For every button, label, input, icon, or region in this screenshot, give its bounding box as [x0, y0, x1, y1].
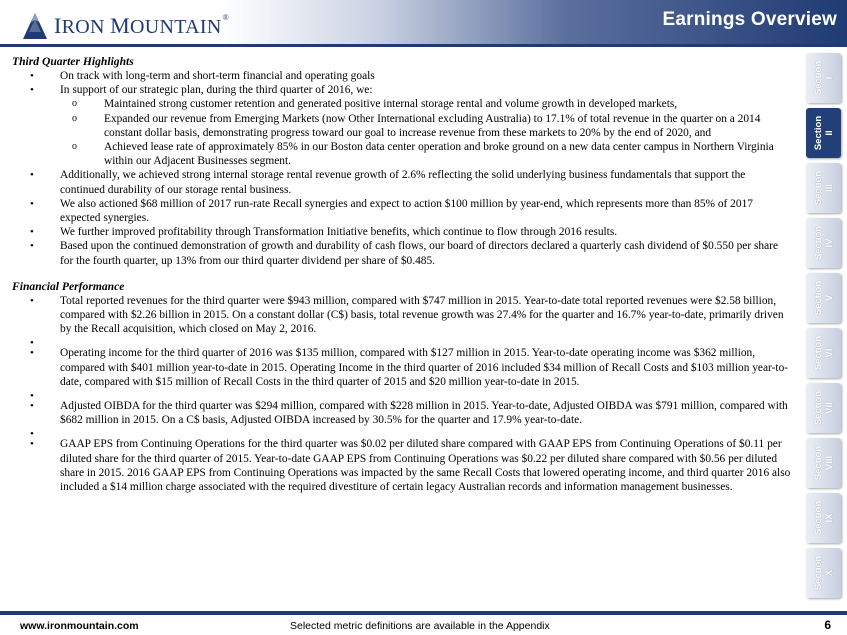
section-tab-label: Section VIII	[812, 445, 835, 481]
section-tab-vi[interactable]	[806, 328, 841, 378]
list-item-text: In support of our strategic plan, during the third quarter of 2016, we:	[60, 84, 373, 97]
page-number: 6	[824, 618, 831, 632]
list-item: • GAAP EPS from Continuing Operations for the third quarter was $0.02 per diluted share compared with GAAP EPS from Continuing Operations of $0.11 per diluted share for the third quarter of 2015. Year-to-date GAAP EPS from Continuing Operations was $0.22 per diluted share compared with $0.56 per diluted share in 2015. 2016 GAAP EPS from Continuing Operations was impacted by the same Recall Costs that lowered operating income, and third quarter 2016 also included a $14 million charge associated with the required divestiture of certain legacy Australian records and information management businesses.	[12, 437, 792, 494]
header-divider	[0, 44, 847, 47]
section-tab-iii[interactable]	[806, 163, 841, 213]
sub-list	[60, 97, 792, 168]
footer-url[interactable]: www.ironmountain.com	[20, 620, 139, 632]
slide-footer	[0, 618, 847, 635]
section-tab-label: Section VII	[812, 390, 835, 426]
sub-list-item: o Maintained strong customer retention and generated positive internal storage rental and volume growth in developed markets,	[60, 97, 792, 111]
section-tab-label: Section V	[812, 280, 835, 316]
slide-header	[0, 0, 847, 50]
mountain-logo-icon	[22, 12, 48, 40]
list-item: • Additionally, we achieved strong internal storage rental revenue growth of 2.6% reflecting the solid underlying business fundamentals that support the continued durability of our storage rental business.	[12, 168, 792, 196]
financial-list	[12, 294, 792, 494]
highlights-list	[12, 69, 792, 268]
section-tab-v[interactable]	[806, 273, 841, 323]
section-tab-label: Section VI	[812, 335, 835, 371]
list-item: • On track with long-term and short-term financial and operating goals	[12, 69, 792, 83]
highlights-heading: Third Quarter Highlights	[12, 55, 134, 68]
section-tab-label: Section I	[812, 60, 835, 96]
list-spacer	[12, 427, 792, 437]
list-item: • Based upon the continued demonstration of growth and durability of cash flows, our board of directors declared a quarterly cash dividend of $0.550 per share for the fourth quarter, up 13% from our third quarter dividend per share of $0.485.	[12, 239, 792, 267]
list-item: • We further improved profitability through Transformation Initiative benefits, which continue to flow through 2016 results.	[12, 225, 792, 239]
list-item: • We also actioned $68 million of 2017 run-rate Recall synergies and expect to action $100 million by year-end, which represents more than 85% of 2017 expected synergies.	[12, 197, 792, 225]
sub-list-item: o Achieved lease rate of approximately 85% in our Boston data center operation and broke ground on a new data center campus in Northern Virginia within our Adjacent Businesses segment.	[60, 140, 792, 168]
section-tab-i[interactable]	[806, 53, 841, 103]
footer-note: Selected metric definitions are available in the Appendix	[290, 620, 550, 632]
footer-divider	[0, 611, 847, 615]
section-tab-label: Section X	[812, 555, 835, 591]
list-item	[12, 83, 792, 168]
list-spacer	[12, 389, 792, 399]
section-tab-iv[interactable]	[806, 218, 841, 268]
section-tab-x[interactable]	[806, 548, 841, 598]
slide-body	[12, 54, 792, 494]
sub-list-item: o Expanded our revenue from Emerging Markets (now Other International excluding Australia) to 17.1% of total revenue in the quarter on a 2014 constant dollar basis, demonstrating progress toward our goal to increase revenue from these markets to 20% by the end of 2020, and	[60, 112, 792, 140]
list-item: • Total reported revenues for the third quarter were $943 million, compared with $747 million in 2015. Year-to-date total reported revenues were $2.58 billion, compared with $2.26 billion in 2015. On a constant dollar (C$) basis, total revenue growth was 27.4% for the quarter and 16.7% year-to-date, primarily driven by the Recall acquisition, which closed on May 2, 2016.	[12, 294, 792, 337]
section-tab-label: Section III	[812, 170, 835, 206]
section-tab-vii[interactable]	[806, 383, 841, 433]
section-spacer	[12, 268, 792, 279]
slide-title: Earnings Overview	[662, 9, 837, 30]
section-tab-label: Section IX	[812, 500, 835, 536]
list-item: • Adjusted OIBDA for the third quarter was $294 million, compared with $228 million in 2015. Year-to-date, Adjusted OIBDA was $791 million, compared with $682 million in 2015. On a C$ basis, Adjusted OIBDA increased by 30.5% for the quarter and 17.9% year-to-date.	[12, 399, 792, 427]
financial-heading: Financial Performance	[12, 279, 125, 293]
list-spacer	[12, 336, 792, 346]
section-tab-ii[interactable]	[806, 108, 841, 158]
section-tab-label: Section IV	[812, 225, 835, 261]
section-tab-ix[interactable]	[806, 493, 841, 543]
section-tab-viii[interactable]	[806, 438, 841, 488]
iron-mountain-logo	[22, 10, 229, 42]
section-tab-label: Section II	[812, 115, 835, 151]
list-item: • Operating income for the third quarter of 2016 was $135 million, compared with $127 million in 2015. Year-to-date operating income was $362 million, compared with $401 million year-to-date in 2015. Operating Income in the third quarter of 2016 included $34 million of Recall Costs and $103 million year-to-date, compared with $15 million of Recall Costs in the third quarter of 2015 and $20 million year-to-date in 2015.	[12, 346, 792, 389]
logo-wordmark: IRON MOUNTAIN®	[54, 13, 229, 38]
